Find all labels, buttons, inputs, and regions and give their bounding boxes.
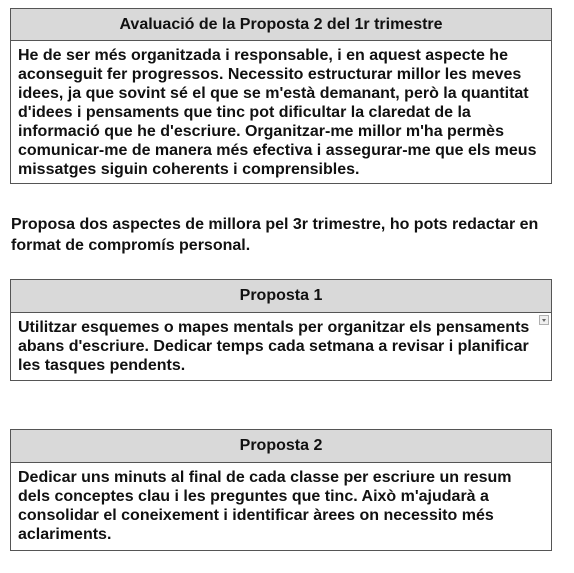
proposal-1-title: Proposta 1 [11, 280, 551, 313]
proposal-2-textarea[interactable] [11, 463, 551, 550]
proposal-2-title: Proposta 2 [11, 430, 551, 463]
evaluation-text[interactable]: He de ser més organitzada i responsable, i en aquest aspecte he aconseguit fer progressos. Necessito estructurar millor les meves idees, ja que sovint sé el que se m'està demanant, però la quantitat d'idees i pensaments que tinc pot dificultar la claredat de la informació que he d'escriure. Organitzar-me millor m'ha permès comunicar-me de manera més efectiva i assegurar-me que els meus missatges siguin coherents i comprensibles. [18, 47, 537, 178]
proposal-2-box [10, 429, 552, 551]
chevron-down-icon[interactable] [539, 315, 549, 325]
proposal-1-box [10, 279, 552, 381]
proposal-2-text: Dedicar uns minuts al final de cada classe per escriure un resum dels conceptes clau i les preguntes que tinc. Això m'ajudarà a consolidar el coneixement i identificar àrees on necessito més aclariments. [18, 469, 512, 543]
proposal-1-text: Utilitzar esquemes o mapes mentals per organitzar els pensaments abans d'escriure. Dedicar temps cada setmana a revisar i planificar les tasques pendents. [18, 319, 530, 374]
proposal-1-textarea[interactable] [11, 313, 551, 380]
evaluation-title: Avaluació de la Proposta 2 del 1r trimestre [11, 9, 551, 41]
instruction-text: Proposa dos aspectes de millora pel 3r trimestre, ho pots redactar en format de compromís personal. [11, 216, 539, 254]
evaluation-box [10, 8, 552, 184]
